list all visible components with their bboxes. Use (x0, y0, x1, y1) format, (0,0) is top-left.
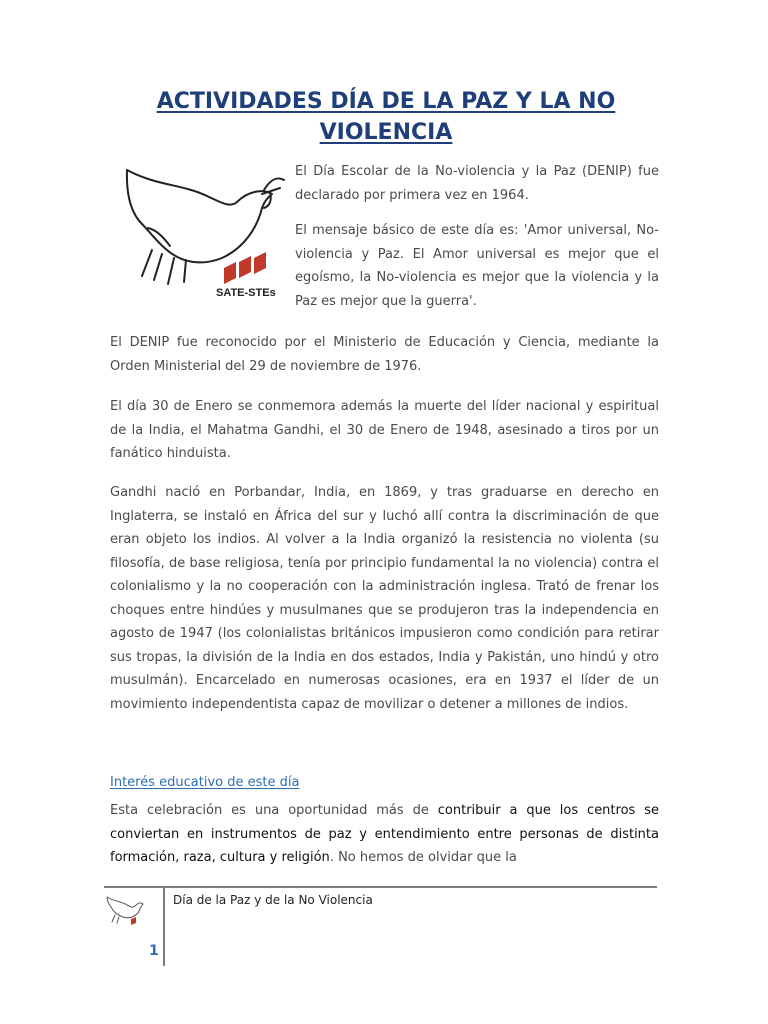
body-paragraph (110, 481, 659, 716)
body-paragraph (110, 799, 659, 870)
brand-label: SATE-STEs (216, 287, 276, 299)
footer-divider (104, 886, 657, 888)
paragraph-text: El día 30 de Enero se conmemora además la muerte del líder nacional y espiritual de la India, el Mahatma Gandhi, el 30 de Enero de 1948, asesinado a tiros por un fanático hinduista. (110, 399, 659, 461)
flag-icon (224, 252, 266, 284)
footer-vertical-divider (163, 886, 165, 966)
intro-text (295, 160, 659, 325)
paragraph-text: . No hemos de olvidar que la (329, 850, 517, 865)
body-paragraph (110, 331, 659, 378)
paragraph-text: Gandhi nació en Porbandar, India, en 1869, y tras graduarse en derecho en Inglaterra, se instaló en África del sur y luchó allí contra la discriminación de que eran objeto los indios. Al volver a la India organizó la resistencia no violenta (su filosofía, de base religiosa, tenía por principio fundamental la no violencia) contra el colonialismo y la no cooperación con la administración inglesa. Trató de frenar los choques entre hindúes y musulmanes que se produjeron tras la independencia en agosto de 1947 (los colonialistas británicos impusieron como condición para retirar sus tropas, la división de la India en dos estados, India y Pakistán, uno hindú y otro musulmán). Encarcelado en numerosas ocasiones, era en 1937 el líder de un movimiento independentista capaz de movilizar o detener a millones de indios. (110, 485, 659, 712)
section-heading: Interés educativo de este día (110, 775, 300, 790)
page-title: ACTIVIDADES DÍA DE LA PAZ Y LA NO VIOLENCIA (156, 89, 616, 145)
paragraph-text: Esta celebración es una oportunidad más de (110, 803, 438, 818)
dove-logo (112, 158, 287, 308)
paragraph-text: El DENIP fue reconocido por el Ministerio de Educación y Ciencia, mediante la Orden Ministerial del 29 de noviembre de 1976. (110, 335, 659, 374)
intro-paragraph: El Día Escolar de la No-violencia y la Paz (DENIP) fue declarado por primera vez en 1964. (295, 164, 659, 203)
footer-title: Día de la Paz y de la No Violencia (173, 893, 373, 907)
body-paragraph (110, 395, 659, 466)
highlight-text: contribuir a que los centros se conviertan en instrumentos de paz y entendimiento entre personas de distinta formación, raza, cultura y religión (110, 803, 659, 865)
footer-dove-icon (103, 893, 145, 927)
intro-paragraph: El mensaje básico de este día es: 'Amor universal, No-violencia y Paz. El Amor universal es mejor que el egoísmo, la No-violencia es mejor que la violencia y la Paz es mejor que la guerra'. (295, 223, 659, 309)
page-number: 1 (149, 943, 159, 959)
